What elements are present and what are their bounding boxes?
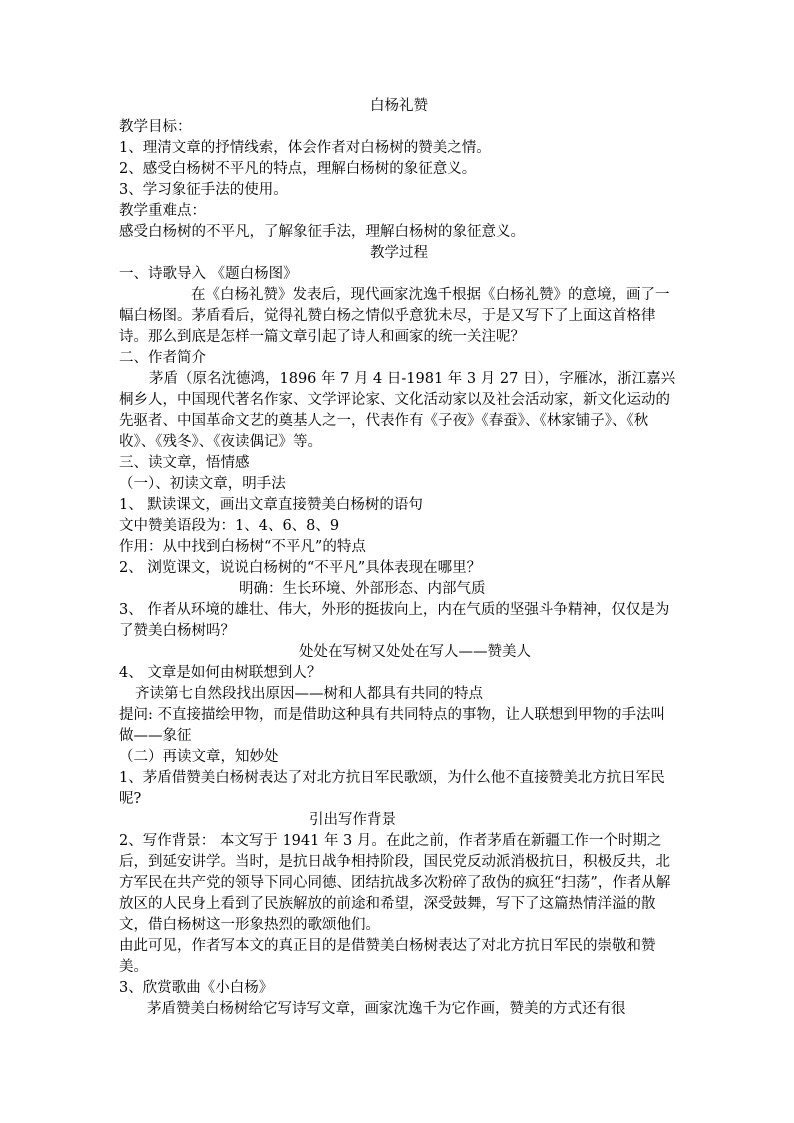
section-2-heading: 二、作者简介 <box>119 350 206 366</box>
question-6: 3、欣赏歌曲《小白杨》 <box>119 980 274 996</box>
subsection-2-heading: （二）再读文章，知妙处 <box>119 749 279 765</box>
key-points-text: 感受白杨树的不平凡，了解象征手法，理解白杨树的象征意义。 <box>119 224 525 240</box>
section-2-paragraph: 茅盾（原名沈德鸿，1896 年 7 月 4 日-1981 年 3 月 27 日），字雁冰，浙江嘉兴桐乡人，中国现代著名作家、文学评论家、文化活动家以及社会活动家，新文化运动的先驱者、中国革命文艺的奠基人之一，代表作有《子夜》《春蚕》、《林家铺子》、《秋收》、《残冬》、《夜读偶记》等。 <box>119 371 676 450</box>
objective-3: 3、学习象征手法的使用。 <box>119 182 288 198</box>
conclusion-paragraph: 由此可见，作者写本文的真正目的是借赞美白杨树表达了对北方抗日军民的崇敬和赞美。 <box>119 938 656 975</box>
question-4: 4、 文章是如何由树联想到人？ <box>119 665 322 681</box>
question-3: 3、 作者从环境的雄壮、伟大，外形的挺拔向上，内在气质的坚强斗争精神，仅仅是为了赞美白杨树吗？ <box>119 602 670 639</box>
objective-2: 2、感受白杨树不平凡的特点，理解白杨树的象征意义。 <box>119 161 477 177</box>
answer-2: 明确：生长环境、外部形态、内部气质 <box>239 581 486 597</box>
objective-1: 1、理清文章的抒情线索，体会作者对白杨树的赞美之情。 <box>119 140 491 156</box>
final-paragraph: 茅盾赞美白杨树给它写诗写文章，画家沈逸千为它作画，赞美的方式还有很 <box>147 1001 626 1017</box>
objectives-heading: 教学目标： <box>119 119 192 135</box>
hint-text: 提问: 不直接描绘甲物，而是借助这种具有共同特点的事物，让人联想到甲物的手法叫做——象征 <box>119 707 665 744</box>
subsection-1-heading: （一）、初读文章，明手法 <box>119 476 286 492</box>
question-2: 2、 浏览课文，说说白杨树的“不平凡”具体表现在哪里？ <box>119 560 482 576</box>
document-body <box>119 96 679 1020</box>
section-3-heading: 三、读文章，悟情感 <box>119 455 250 471</box>
section-1-heading: 一、诗歌导入 《题白杨图》 <box>119 266 298 282</box>
document-title: 白杨礼赞 <box>370 98 428 114</box>
question-5: 1、茅盾借赞美白杨树表达了对北方抗日军民歌颂，为什么他不直接赞美北方抗日军民呢? <box>119 770 665 807</box>
background-paragraph: 2、写作背景： 本文写于 1941 年 3 月。在此之前，作者茅盾在新疆工作一个时期之后，到延安讲学。当时，是抗日战争相持阶段，国民党反动派消极抗日，积极反共，北方军民在共产党的领导下同心同德、团结抗战多次粉碎了敌伪的疯狂“扫荡”，作者从解放区的人民身上看到了民族解放的前途和希望，深受鼓舞，写下了这篇热情洋溢的散文，借白杨树这一形象热烈的歌颂他们。 <box>119 833 671 933</box>
section-1-paragraph: 在《白杨礼赞》发表后，现代画家沈逸千根据《白杨礼赞》的意境，画了一幅白杨图。茅盾看后，觉得礼赞白杨之情似乎意犹未尽，于是又写下了上面这首格律诗。那么到底是怎样一篇文章引起了诗人和画家的统一关注呢？ <box>119 287 670 345</box>
question-1: 1、 默读课文，画出文章直接赞美白杨树的语句 <box>119 497 423 513</box>
answer-1: 文中赞美语段为：1、4、6、8、9 <box>119 518 340 534</box>
key-points-heading: 教学重难点： <box>119 203 206 219</box>
process-heading: 教学过程 <box>370 245 428 261</box>
answer-4: 齐读第七自然段找出原因——树和人都具有共同的特点 <box>135 686 483 702</box>
answer-5: 引出写作背景 <box>309 812 396 828</box>
answer-3: 处处在写树又处处在写人——赞美人 <box>299 644 531 660</box>
answer-1-purpose: 作用：从中找到白杨树“不平凡”的特点 <box>119 539 366 555</box>
